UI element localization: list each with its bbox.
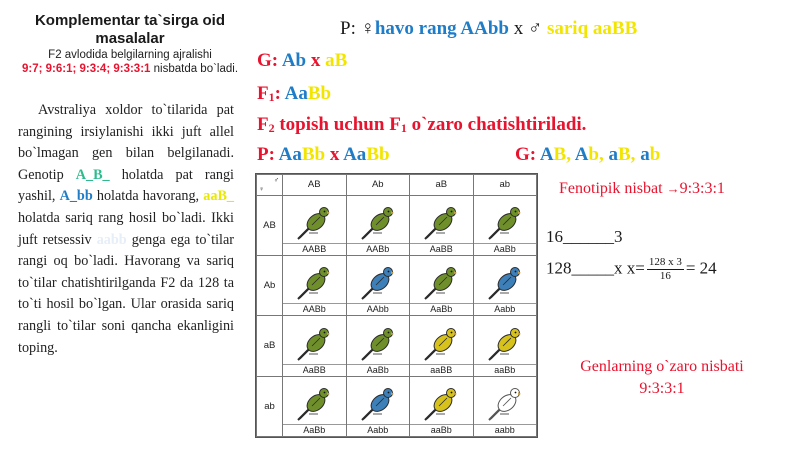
calc-line-2: [546, 256, 717, 283]
g-label: G:: [257, 50, 279, 71]
punnett-cell: [346, 316, 410, 376]
gamete-part: B,: [553, 144, 571, 165]
genotype-label: AaBB: [410, 243, 473, 255]
genotype-label: AAbb: [347, 303, 410, 315]
calc-result: = 24: [685, 258, 717, 278]
row-header: Ab: [257, 255, 283, 315]
genotype-label: AaBb: [347, 364, 410, 376]
fraction-numerator: 128 x 3: [648, 256, 682, 268]
problem-part: holatda havorang,: [92, 188, 204, 205]
subtitle-prefix: F2 avlodida belgilarning ajralishi: [48, 49, 212, 61]
fraction: [647, 256, 684, 283]
parrot-icon: [485, 384, 525, 424]
row-header: aB: [257, 316, 283, 376]
gen-ratio: 9:3:3:1: [639, 380, 685, 397]
punnett-cell: [410, 376, 474, 436]
punnett-cell: [346, 255, 410, 315]
gamete-aB: aB: [325, 50, 348, 71]
gamete-part: b,: [588, 144, 604, 165]
left-subtitle: [12, 48, 248, 76]
female-parent: havo rang AAbb: [374, 18, 509, 39]
punnett-corner: [257, 175, 283, 196]
parrot-icon: [358, 324, 398, 364]
arrow-right-icon: →: [666, 181, 680, 196]
punnett-cell: [283, 255, 347, 315]
punnett-cell: [283, 195, 347, 255]
row-header: AB: [257, 195, 283, 255]
parrot-icon: [294, 324, 334, 364]
punnett-cell: [346, 376, 410, 436]
punnett-cell: [473, 316, 537, 376]
genotype-label: Aabb: [347, 424, 410, 436]
punnett-cell: [346, 195, 410, 255]
parrot-icon: [421, 384, 461, 424]
genotype-label: aabb: [474, 424, 537, 436]
col-header: AB: [283, 175, 347, 196]
genotype-label: AaBb: [410, 303, 473, 315]
genotype-ratio: [548, 356, 776, 400]
g2-label: G:: [515, 144, 537, 165]
parrot-icon: [485, 324, 525, 364]
f2-text: topish uchun F: [274, 114, 401, 135]
genotype-label: Aabb: [474, 303, 537, 315]
gamete-part: b: [649, 144, 661, 165]
gen-label: Genlarning o`zaro nisbati: [580, 358, 744, 375]
punnett-cell: [283, 316, 347, 376]
parrot-icon: [294, 263, 334, 303]
f1-allele-b: Bb: [307, 83, 332, 104]
gamete-part: B,: [618, 144, 636, 165]
parrot-icon: [421, 263, 461, 303]
ratio-list: 9:7; 9:6:1; 9:3:4; 9:3:3:1: [21, 63, 151, 75]
gamete-Ab: Ab: [281, 50, 307, 71]
f2-sub: 2: [268, 121, 275, 135]
f1-line: [257, 82, 331, 109]
parent-cross-line: [340, 17, 637, 41]
f1-allele-a: Aa: [284, 83, 308, 104]
f1-sub: 1: [268, 90, 275, 104]
gametes-line: [257, 49, 347, 73]
punnett-cell: [283, 376, 347, 436]
cross-x: x: [513, 18, 524, 39]
problem-part: genga ega to`tilar rangi oq bo`ladi. Havorang va sariq to`tilar chatishtirilganda F2 da 128 ta to`ti hosil bo`lgan. Ular orasida sariq rangli to`tilar soni qancha ekanligini toping.: [18, 231, 235, 356]
punnett-cell: [473, 195, 537, 255]
f2-text: o`zaro chatishtiriladi.: [406, 114, 587, 135]
problem-text: [18, 100, 234, 359]
problem-part: holatda pat rangi yashil,: [18, 166, 234, 205]
genotype-yellow: aaB_: [203, 188, 235, 205]
parrot-icon: [485, 203, 525, 243]
female-icon: ♀: [360, 18, 375, 39]
genotype-label: aaBb: [474, 364, 537, 376]
cross-x: x: [329, 144, 340, 165]
parrot-icon: [358, 384, 398, 424]
genotype-label: AaBb: [283, 424, 346, 436]
f1-gametes-line: [515, 143, 660, 167]
male-icon: ♂: [273, 177, 279, 184]
genotype-label: aaBb: [410, 424, 473, 436]
punnett-cell: [410, 255, 474, 315]
parrot-icon: [485, 263, 525, 303]
genotype-label: AABb: [347, 243, 410, 255]
parrot-icon: [294, 203, 334, 243]
p2-allele: Bb: [301, 144, 326, 165]
genotype-label: AaBb: [474, 243, 537, 255]
p-label: P:: [340, 18, 356, 39]
genotype-label: AaBB: [283, 364, 346, 376]
calc-line-1: 16______3: [546, 227, 623, 246]
f1-cross-line: [257, 143, 390, 167]
feno-ratio: 9:3:3:1: [679, 180, 725, 197]
punnett-cell: [473, 255, 537, 315]
calc-left: 128_____x x=: [546, 258, 645, 278]
col-header: aB: [410, 175, 474, 196]
gamete-part: A: [574, 144, 589, 165]
gamete-part: a: [608, 144, 618, 165]
problem-part: holatda sariq rang hosil bo`ladi. Ikki juft retsessiv: [18, 209, 234, 248]
female-icon: ♀: [259, 185, 265, 193]
parrot-icon: [358, 203, 398, 243]
parrot-icon: [421, 324, 461, 364]
punnett-cell: [473, 376, 537, 436]
parrot-icon: [294, 384, 334, 424]
genotype-label: AABB: [283, 243, 346, 255]
col-header: ab: [473, 175, 537, 196]
genotype-white: aabb: [96, 231, 127, 248]
genotype-green: A_B_: [75, 166, 110, 183]
left-title: Komplementar ta`sirga oid masalalar: [34, 12, 226, 47]
gamete-part: A: [539, 144, 554, 165]
p2-allele: Aa: [343, 144, 367, 165]
problem-part: Avstraliya xoldor to`tilarida pat rangining irsiylanishi ikki juft allel bo`lmagan gen bilan belgilanadi. Genotip: [18, 102, 234, 183]
parrot-icon: [421, 203, 461, 243]
p2-allele: Bb: [366, 144, 390, 165]
gamete-part: a: [640, 144, 650, 165]
p2-allele: Aa: [278, 144, 302, 165]
punnett-cell: [410, 195, 474, 255]
fraction-denominator: 16: [659, 270, 671, 282]
male-parent: sariq aaBB: [546, 18, 638, 39]
subtitle-suffix: nisbatda bo`ladi.: [150, 63, 239, 75]
f1-label: F: [257, 83, 269, 104]
parrot-icon: [358, 263, 398, 303]
p2-label: P:: [257, 144, 275, 165]
f2-line: [257, 113, 586, 140]
genotype-label: aaBB: [410, 364, 473, 376]
f2-sub2: 1: [400, 121, 407, 135]
row-header: ab: [257, 376, 283, 436]
genotype-label: AABb: [283, 303, 346, 315]
col-header: Ab: [346, 175, 410, 196]
cross-x: x: [310, 50, 321, 71]
f1-colon: :: [274, 83, 281, 104]
punnett-square: [255, 173, 538, 438]
punnett-cell: [410, 316, 474, 376]
f2-label: F: [257, 114, 269, 135]
male-icon: ♂: [527, 18, 543, 39]
feno-label: Fenotipik nisbat: [559, 180, 667, 197]
genotype-blue: A_bb: [59, 188, 93, 205]
phenotype-ratio: [559, 180, 725, 198]
